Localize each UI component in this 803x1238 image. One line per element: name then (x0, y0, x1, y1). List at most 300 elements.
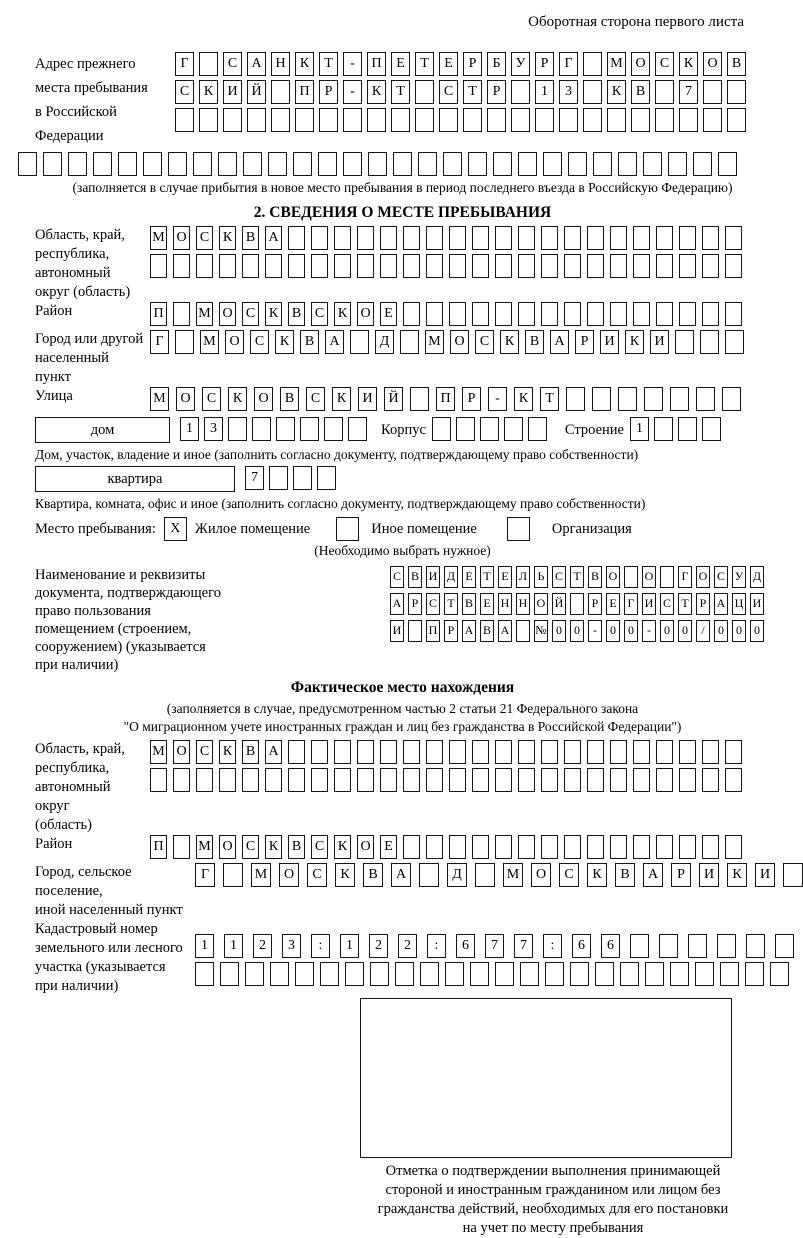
char-cell[interactable]: К (727, 863, 747, 887)
char-cell[interactable] (718, 152, 737, 176)
char-cell[interactable]: О (357, 302, 374, 326)
char-cell[interactable]: О (450, 330, 469, 354)
char-cell[interactable]: О (642, 566, 656, 588)
char-cell[interactable] (541, 302, 558, 326)
char-cell[interactable] (775, 934, 794, 958)
char-cell[interactable]: С (439, 80, 458, 104)
char-cell[interactable] (380, 254, 397, 278)
char-cell[interactable] (511, 108, 530, 132)
char-cell[interactable]: С (390, 566, 404, 588)
char-cell[interactable] (418, 152, 437, 176)
char-cell[interactable] (587, 835, 604, 859)
actual-district-row[interactable] (150, 835, 770, 859)
char-cell[interactable]: О (173, 740, 190, 764)
char-cell[interactable]: 2 (369, 934, 388, 958)
char-cell[interactable]: Т (415, 52, 434, 76)
char-cell[interactable]: И (426, 566, 440, 588)
char-cell[interactable] (403, 226, 420, 250)
char-cell[interactable]: 6 (601, 934, 620, 958)
char-cell[interactable]: Д (375, 330, 394, 354)
char-cell[interactable]: Ц (732, 593, 746, 615)
char-cell[interactable] (725, 768, 742, 792)
char-cell[interactable] (644, 387, 663, 411)
char-cell[interactable] (504, 417, 523, 441)
char-cell[interactable]: О (225, 330, 244, 354)
char-cell[interactable]: Е (391, 52, 410, 76)
char-cell[interactable]: Е (498, 566, 512, 588)
char-cell[interactable] (317, 466, 336, 490)
char-cell[interactable]: : (543, 934, 562, 958)
char-cell[interactable]: 1 (630, 417, 649, 441)
char-cell[interactable] (219, 768, 236, 792)
char-cell[interactable] (618, 387, 637, 411)
char-cell[interactable] (660, 566, 674, 588)
char-cell[interactable]: 1 (535, 80, 554, 104)
char-cell[interactable] (43, 152, 62, 176)
char-cell[interactable] (276, 417, 295, 441)
char-cell[interactable]: П (426, 620, 440, 642)
char-cell[interactable] (679, 835, 696, 859)
char-cell[interactable] (702, 302, 719, 326)
char-cell[interactable] (391, 108, 410, 132)
char-cell[interactable]: И (642, 593, 656, 615)
char-cell[interactable]: Л (516, 566, 530, 588)
char-cell[interactable] (670, 962, 689, 986)
char-cell[interactable] (518, 254, 535, 278)
char-cell[interactable]: 7 (679, 80, 698, 104)
char-cell[interactable] (679, 226, 696, 250)
char-cell[interactable] (700, 330, 719, 354)
char-cell[interactable]: М (200, 330, 219, 354)
char-cell[interactable]: П (295, 80, 314, 104)
char-cell[interactable] (495, 740, 512, 764)
char-cell[interactable] (656, 768, 673, 792)
char-cell[interactable]: С (475, 330, 494, 354)
char-cell[interactable] (173, 835, 190, 859)
char-cell[interactable] (587, 302, 604, 326)
char-cell[interactable]: К (228, 387, 247, 411)
char-cell[interactable] (449, 302, 466, 326)
char-cell[interactable]: В (288, 835, 305, 859)
char-cell[interactable]: С (250, 330, 269, 354)
char-cell[interactable] (288, 254, 305, 278)
char-cell[interactable] (770, 962, 789, 986)
char-cell[interactable] (403, 835, 420, 859)
char-cell[interactable]: А (265, 226, 282, 250)
char-cell[interactable] (668, 152, 687, 176)
char-cell[interactable] (223, 863, 243, 887)
char-cell[interactable]: 0 (552, 620, 566, 642)
char-cell[interactable] (592, 387, 611, 411)
char-cell[interactable]: 0 (606, 620, 620, 642)
char-cell[interactable] (624, 566, 638, 588)
char-cell[interactable] (343, 108, 362, 132)
char-cell[interactable]: В (462, 593, 476, 615)
char-cell[interactable] (175, 330, 194, 354)
char-cell[interactable]: О (176, 387, 195, 411)
char-cell[interactable]: И (600, 330, 619, 354)
char-cell[interactable]: В (588, 566, 602, 588)
char-cell[interactable] (199, 108, 218, 132)
actual-region-row-2[interactable] (150, 768, 770, 792)
char-cell[interactable] (463, 108, 482, 132)
char-cell[interactable] (18, 152, 37, 176)
char-cell[interactable]: А (247, 52, 266, 76)
char-cell[interactable]: Т (391, 80, 410, 104)
char-cell[interactable]: М (196, 302, 213, 326)
char-cell[interactable]: С (242, 302, 259, 326)
char-cell[interactable] (168, 152, 187, 176)
char-cell[interactable] (535, 108, 554, 132)
char-cell[interactable]: Р (408, 593, 422, 615)
char-cell[interactable]: М (425, 330, 444, 354)
char-cell[interactable]: М (607, 52, 626, 76)
char-cell[interactable] (311, 226, 328, 250)
char-cell[interactable]: О (703, 52, 722, 76)
char-cell[interactable] (368, 152, 387, 176)
char-cell[interactable]: А (325, 330, 344, 354)
char-cell[interactable] (311, 254, 328, 278)
char-cell[interactable]: П (150, 302, 167, 326)
char-cell[interactable] (656, 254, 673, 278)
char-cell[interactable] (357, 254, 374, 278)
cadastral-row-2[interactable] (195, 962, 794, 986)
checkbox-organization[interactable] (507, 517, 530, 541)
char-cell[interactable]: - (343, 52, 362, 76)
char-cell[interactable] (196, 768, 213, 792)
char-cell[interactable]: О (219, 302, 236, 326)
char-cell[interactable] (583, 108, 602, 132)
char-cell[interactable]: Ь (534, 566, 548, 588)
char-cell[interactable] (495, 254, 512, 278)
char-cell[interactable]: : (427, 934, 446, 958)
char-cell[interactable]: Й (384, 387, 403, 411)
char-cell[interactable] (568, 152, 587, 176)
char-cell[interactable]: 3 (282, 934, 301, 958)
char-cell[interactable] (541, 740, 558, 764)
document-row-2[interactable] (390, 593, 770, 615)
char-cell[interactable] (426, 740, 443, 764)
char-cell[interactable]: Е (380, 835, 397, 859)
char-cell[interactable]: С (223, 52, 242, 76)
char-cell[interactable] (195, 962, 214, 986)
char-cell[interactable]: В (480, 620, 494, 642)
char-cell[interactable] (311, 768, 328, 792)
char-cell[interactable]: Н (516, 593, 530, 615)
char-cell[interactable] (495, 835, 512, 859)
char-cell[interactable]: А (391, 863, 411, 887)
char-cell[interactable]: С (311, 302, 328, 326)
char-cell[interactable] (143, 152, 162, 176)
char-cell[interactable]: Р (588, 593, 602, 615)
char-cell[interactable] (727, 108, 746, 132)
char-cell[interactable]: К (334, 302, 351, 326)
char-cell[interactable] (493, 152, 512, 176)
char-cell[interactable] (587, 254, 604, 278)
char-cell[interactable]: К (500, 330, 519, 354)
char-cell[interactable] (670, 387, 689, 411)
char-cell[interactable] (228, 417, 247, 441)
char-cell[interactable] (468, 152, 487, 176)
char-cell[interactable]: С (175, 80, 194, 104)
char-cell[interactable]: Г (678, 566, 692, 588)
char-cell[interactable] (415, 108, 434, 132)
char-cell[interactable] (403, 302, 420, 326)
char-cell[interactable]: Т (540, 387, 559, 411)
char-cell[interactable] (345, 962, 364, 986)
char-cell[interactable] (439, 108, 458, 132)
char-cell[interactable]: К (332, 387, 351, 411)
char-cell[interactable]: Р (462, 387, 481, 411)
char-cell[interactable] (702, 740, 719, 764)
char-cell[interactable]: 3 (204, 417, 223, 441)
char-cell[interactable] (410, 387, 429, 411)
char-cell[interactable] (475, 863, 495, 887)
char-cell[interactable]: 7 (485, 934, 504, 958)
char-cell[interactable] (343, 152, 362, 176)
char-cell[interactable]: - (588, 620, 602, 642)
char-cell[interactable]: Н (498, 593, 512, 615)
char-cell[interactable]: К (334, 835, 351, 859)
char-cell[interactable]: Г (150, 330, 169, 354)
char-cell[interactable]: К (265, 835, 282, 859)
char-cell[interactable] (720, 962, 739, 986)
char-cell[interactable]: Г (559, 52, 578, 76)
char-cell[interactable]: К (625, 330, 644, 354)
char-cell[interactable] (620, 962, 639, 986)
char-cell[interactable] (564, 768, 581, 792)
char-cell[interactable]: О (534, 593, 548, 615)
char-cell[interactable] (570, 593, 584, 615)
char-cell[interactable] (445, 962, 464, 986)
char-cell[interactable]: 1 (180, 417, 199, 441)
char-cell[interactable]: И (750, 593, 764, 615)
char-cell[interactable] (271, 108, 290, 132)
char-cell[interactable] (631, 108, 650, 132)
char-cell[interactable]: К (607, 80, 626, 104)
char-cell[interactable] (541, 768, 558, 792)
char-cell[interactable]: О (606, 566, 620, 588)
char-cell[interactable] (295, 962, 314, 986)
char-cell[interactable] (426, 254, 443, 278)
char-cell[interactable] (247, 108, 266, 132)
char-cell[interactable] (633, 835, 650, 859)
char-cell[interactable] (679, 108, 698, 132)
char-cell[interactable] (564, 226, 581, 250)
char-cell[interactable]: И (358, 387, 377, 411)
char-cell[interactable]: Т (570, 566, 584, 588)
char-cell[interactable]: 1 (340, 934, 359, 958)
char-cell[interactable] (564, 740, 581, 764)
char-cell[interactable] (518, 302, 535, 326)
char-cell[interactable]: О (696, 566, 710, 588)
char-cell[interactable]: И (650, 330, 669, 354)
char-cell[interactable] (587, 768, 604, 792)
char-cell[interactable] (610, 835, 627, 859)
char-cell[interactable] (472, 302, 489, 326)
char-cell[interactable] (541, 226, 558, 250)
char-cell[interactable] (293, 466, 312, 490)
char-cell[interactable] (518, 835, 535, 859)
char-cell[interactable]: 7 (514, 934, 533, 958)
char-cell[interactable]: С (196, 226, 213, 250)
char-cell[interactable] (472, 226, 489, 250)
char-cell[interactable] (541, 254, 558, 278)
char-cell[interactable] (320, 962, 339, 986)
char-cell[interactable]: К (219, 226, 236, 250)
char-cell[interactable] (725, 835, 742, 859)
char-cell[interactable]: 2 (398, 934, 417, 958)
char-cell[interactable]: О (254, 387, 273, 411)
char-cell[interactable] (783, 863, 803, 887)
char-cell[interactable] (288, 226, 305, 250)
char-cell[interactable] (593, 152, 612, 176)
char-cell[interactable] (357, 226, 374, 250)
char-cell[interactable] (318, 152, 337, 176)
char-cell[interactable]: 6 (456, 934, 475, 958)
char-cell[interactable] (610, 254, 627, 278)
char-cell[interactable]: К (199, 80, 218, 104)
char-cell[interactable] (564, 254, 581, 278)
char-cell[interactable] (656, 302, 673, 326)
char-cell[interactable]: К (219, 740, 236, 764)
char-cell[interactable]: М (150, 387, 169, 411)
region-row-2[interactable] (150, 254, 770, 278)
char-cell[interactable] (403, 768, 420, 792)
char-cell[interactable] (679, 302, 696, 326)
char-cell[interactable] (717, 934, 736, 958)
char-cell[interactable]: С (196, 740, 213, 764)
char-cell[interactable] (334, 226, 351, 250)
char-cell[interactable] (252, 417, 271, 441)
char-cell[interactable]: Д (750, 566, 764, 588)
char-cell[interactable] (679, 254, 696, 278)
char-cell[interactable] (695, 962, 714, 986)
char-cell[interactable]: Р (319, 80, 338, 104)
char-cell[interactable] (472, 740, 489, 764)
char-cell[interactable] (380, 768, 397, 792)
char-cell[interactable] (449, 835, 466, 859)
char-cell[interactable] (220, 962, 239, 986)
char-cell[interactable]: - (642, 620, 656, 642)
char-cell[interactable]: 7 (245, 466, 264, 490)
char-cell[interactable]: В (727, 52, 746, 76)
char-cell[interactable] (702, 768, 719, 792)
char-cell[interactable]: О (219, 835, 236, 859)
char-cell[interactable] (449, 254, 466, 278)
char-cell[interactable]: С (307, 863, 327, 887)
char-cell[interactable] (675, 330, 694, 354)
checkbox-other-premises[interactable] (336, 517, 359, 541)
char-cell[interactable] (633, 254, 650, 278)
checkbox-residential[interactable]: X (164, 517, 187, 541)
char-cell[interactable] (408, 620, 422, 642)
char-cell[interactable]: Н (271, 52, 290, 76)
char-cell[interactable]: С (202, 387, 221, 411)
char-cell[interactable]: С (306, 387, 325, 411)
char-cell[interactable] (516, 620, 530, 642)
char-cell[interactable]: № (534, 620, 548, 642)
char-cell[interactable] (243, 152, 262, 176)
region-row-1[interactable] (150, 226, 770, 250)
char-cell[interactable] (426, 226, 443, 250)
house-number-cells[interactable] (180, 417, 367, 441)
char-cell[interactable] (472, 835, 489, 859)
char-cell[interactable] (511, 80, 530, 104)
char-cell[interactable] (678, 417, 697, 441)
char-cell[interactable] (173, 768, 190, 792)
char-cell[interactable] (367, 108, 386, 132)
char-cell[interactable] (311, 740, 328, 764)
char-cell[interactable] (426, 768, 443, 792)
char-cell[interactable] (415, 80, 434, 104)
char-cell[interactable] (118, 152, 137, 176)
char-cell[interactable] (334, 740, 351, 764)
char-cell[interactable]: : (311, 934, 330, 958)
char-cell[interactable] (395, 962, 414, 986)
char-cell[interactable]: У (732, 566, 746, 588)
char-cell[interactable] (449, 226, 466, 250)
char-cell[interactable]: Е (380, 302, 397, 326)
actual-region-row-1[interactable] (150, 740, 770, 764)
char-cell[interactable] (566, 387, 585, 411)
char-cell[interactable] (656, 740, 673, 764)
char-cell[interactable] (472, 254, 489, 278)
char-cell[interactable] (679, 740, 696, 764)
char-cell[interactable] (480, 417, 499, 441)
char-cell[interactable] (449, 740, 466, 764)
char-cell[interactable]: Г (175, 52, 194, 76)
char-cell[interactable]: А (265, 740, 282, 764)
char-cell[interactable]: С (552, 566, 566, 588)
char-cell[interactable] (654, 417, 673, 441)
char-cell[interactable] (472, 768, 489, 792)
char-cell[interactable] (633, 226, 650, 250)
char-cell[interactable]: М (503, 863, 523, 887)
char-cell[interactable] (420, 962, 439, 986)
street-row[interactable] (150, 387, 770, 411)
char-cell[interactable] (610, 302, 627, 326)
char-cell[interactable]: М (150, 226, 167, 250)
char-cell[interactable]: Т (678, 593, 692, 615)
char-cell[interactable]: Т (444, 593, 458, 615)
char-cell[interactable] (173, 254, 190, 278)
char-cell[interactable] (746, 934, 765, 958)
char-cell[interactable] (487, 108, 506, 132)
char-cell[interactable] (541, 835, 558, 859)
char-cell[interactable]: И (390, 620, 404, 642)
char-cell[interactable] (618, 152, 637, 176)
char-cell[interactable] (645, 962, 664, 986)
char-cell[interactable] (659, 934, 678, 958)
char-cell[interactable]: Р (444, 620, 458, 642)
char-cell[interactable]: М (196, 835, 213, 859)
char-cell[interactable] (357, 740, 374, 764)
char-cell[interactable]: М (251, 863, 271, 887)
char-cell[interactable]: Й (552, 593, 566, 615)
char-cell[interactable] (268, 152, 287, 176)
char-cell[interactable]: С (242, 835, 259, 859)
char-cell[interactable] (633, 768, 650, 792)
char-cell[interactable] (518, 226, 535, 250)
previous-address-row-3[interactable] (175, 108, 770, 132)
char-cell[interactable] (443, 152, 462, 176)
char-cell[interactable]: В (242, 226, 259, 250)
char-cell[interactable] (456, 417, 475, 441)
char-cell[interactable] (350, 330, 369, 354)
char-cell[interactable]: С (426, 593, 440, 615)
korpus-cells[interactable] (432, 417, 547, 441)
